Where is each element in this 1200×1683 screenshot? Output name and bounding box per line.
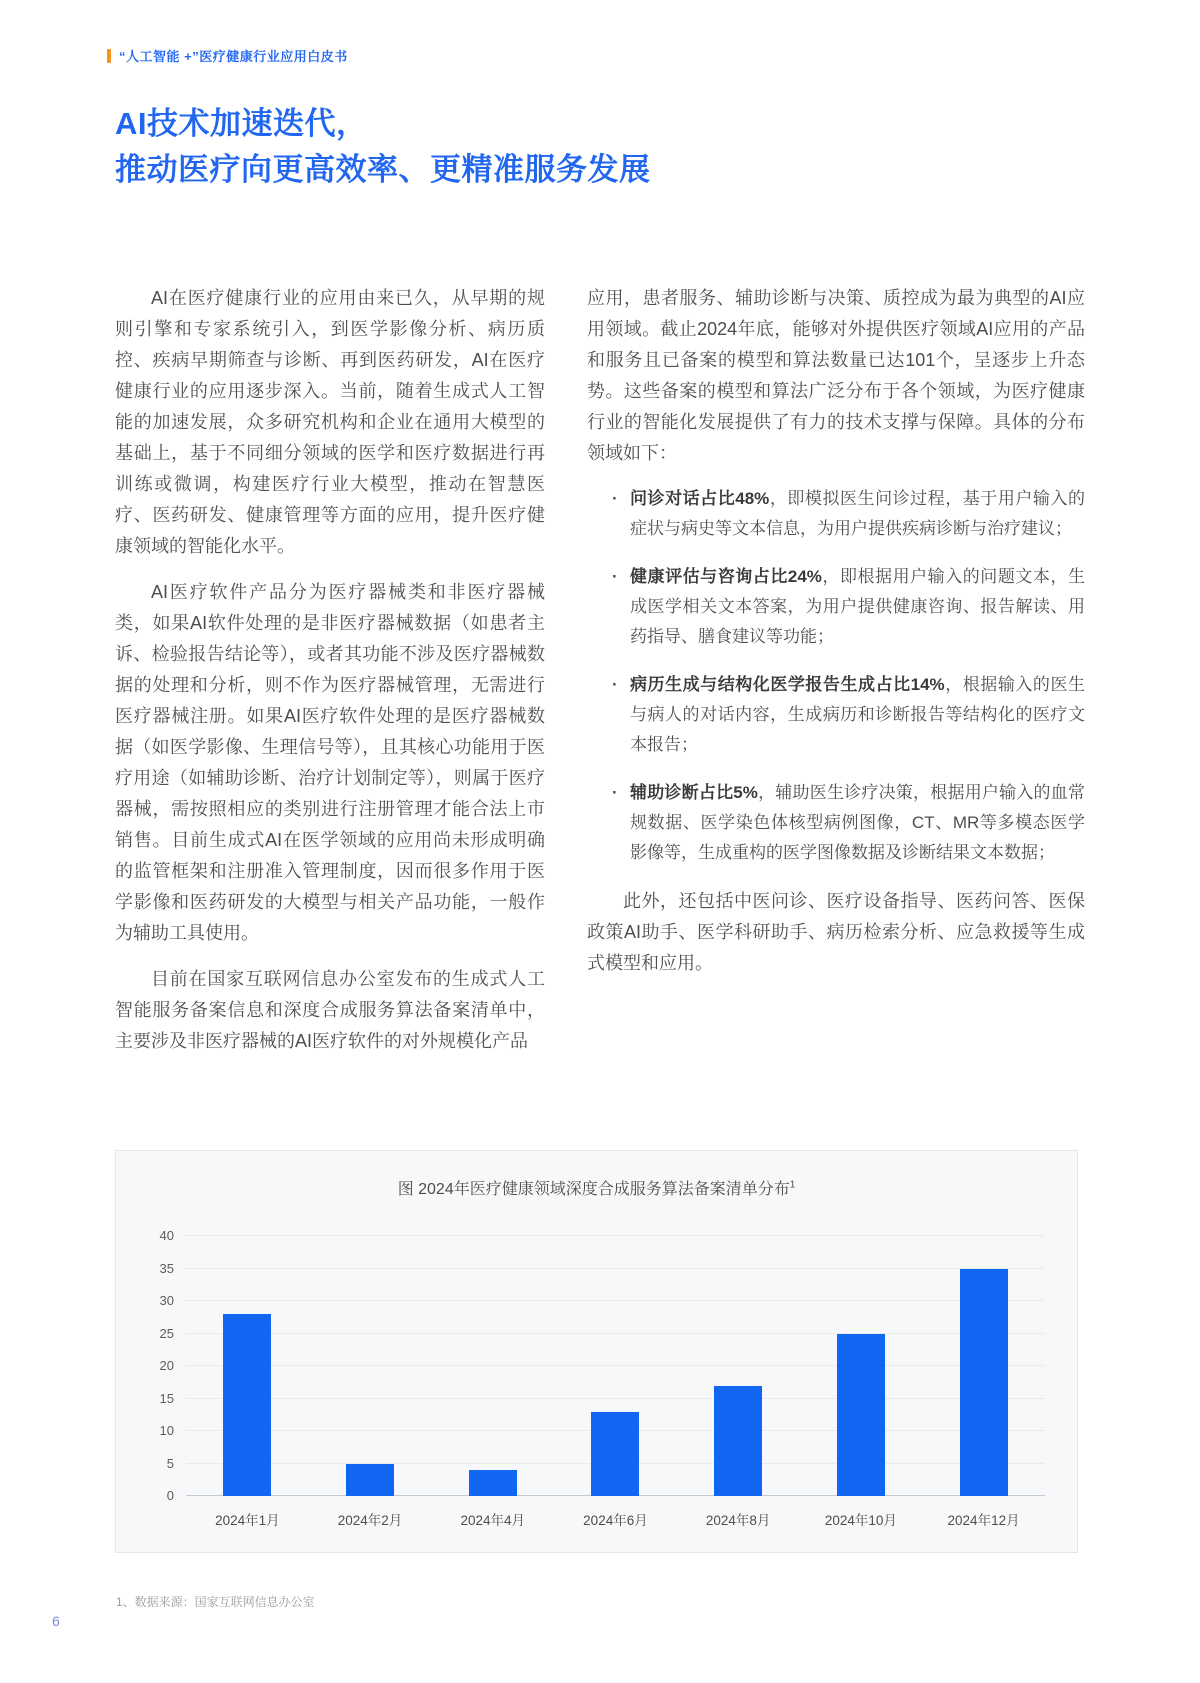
paragraph: 目前在国家互联网信息办公室发布的生成式人工智能服务备案信息和深度合成服务算法备案清单中，主要涉及非医疗器械的AI医疗软件的对外规模化产品 [115, 969, 545, 1051]
bullet-rest-text: ，即模拟医生问诊过程，基于用户输入的症状与病史等文本信息，为用户提供疾病诊断与治疗建议； [630, 489, 1086, 538]
paragraph-right-intro: 应用，患者服务、辅助诊断与决策、质控成为最为典型的AI应用领域。截止2024年底，能够对外提供医疗领域AI应用的产品和服务且已备案的模型和算法数量已达101个，呈逐步上升态势。这些备案的模型和算法广泛分布于各个领域，为医疗健康行业的智能化发展提供了有力的技术支撑与保障。具体的分布领域如下： [587, 288, 1085, 463]
header-accent-bar-icon [107, 49, 111, 63]
bullet-marker-icon: · [612, 675, 618, 694]
plot-area [186, 1236, 1045, 1496]
x-tick-label: 2024年2月 [337, 1513, 403, 1528]
page-title-line2: 推动医疗向更高效率、更精准服务发展 [115, 152, 651, 187]
y-tick-label: 5 [166, 1455, 174, 1471]
y-tick-label: 15 [159, 1390, 174, 1406]
right-column [587, 283, 1085, 1072]
bullet-rest-text: ，辅助医生诊疗决策，根据用户输入的血常规数据、医学染色体核型病例图像，CT、MR等多模态医学影像等，生成重构的医学图像数据及诊断结果文本数据； [630, 783, 1085, 862]
bar-slot [837, 1334, 885, 1497]
x-axis [186, 1509, 1045, 1529]
bullet-lead-text: 健康评估与咨询占比24% [630, 567, 822, 586]
x-tick-label: 2024年12月 [947, 1513, 1020, 1528]
bar [346, 1464, 394, 1497]
bars-layer [186, 1236, 1045, 1496]
bar [591, 1412, 639, 1497]
chart-title-text: 图 2024年医疗健康领域深度合成服务算法备案清单分布 [397, 1181, 790, 1198]
y-tick-label: 20 [159, 1358, 174, 1373]
bar [714, 1386, 762, 1497]
chart-area [148, 1228, 1045, 1503]
bar [960, 1269, 1008, 1497]
x-tick-label: 2024年6月 [583, 1513, 648, 1528]
page-number: 6 [52, 1613, 60, 1629]
page-title [115, 101, 651, 193]
bullet-item [612, 484, 1085, 544]
bullet-item [612, 562, 1085, 652]
article-columns [115, 283, 1085, 1072]
bar-slot [591, 1412, 639, 1497]
bullet-list [612, 484, 1085, 868]
chart-title-footnote-ref: 1 [789, 1179, 796, 1191]
bar [469, 1470, 517, 1496]
paragraph-right-outro: 此外，还包括中医问诊、医疗设备指导、医药问答、医保政策AI助手、医学科研助手、病历检索分析、应急救援等生成式模型和应用。 [587, 891, 1085, 973]
bullet-lead-text: 辅助诊断占比5% [630, 783, 758, 802]
bullet-marker-icon: · [612, 567, 618, 586]
bullet-marker-icon: · [612, 489, 618, 508]
y-axis [148, 1228, 186, 1503]
document-header [107, 46, 348, 65]
page-title-line1: AI技术加速迭代， [115, 106, 368, 141]
bar-slot [223, 1314, 271, 1496]
y-tick-label: 40 [159, 1228, 174, 1243]
x-tick-label: 2024年4月 [460, 1513, 526, 1528]
y-tick-label: 0 [166, 1488, 174, 1503]
left-column [115, 283, 545, 1072]
document-header-title: “人工智能 +”医疗健康行业应用白皮书 [119, 49, 348, 64]
x-tick-label: 2024年10月 [824, 1513, 897, 1528]
bullet-rest-text: ，即根据用户输入的问题文本，生成医学相关文本答案，为用户提供健康咨询、报告解读、用药指导、膳食建议等功能； [630, 567, 1085, 646]
y-tick-label: 35 [159, 1260, 174, 1276]
chart-title [148, 1176, 1045, 1199]
x-tick-label: 2024年1月 [215, 1513, 280, 1528]
bar-slot [960, 1269, 1008, 1497]
x-tick-label: 2024年8月 [705, 1513, 771, 1528]
paragraph: AI医疗软件产品分为医疗器械类和非医疗器械类，如果AI软件处理的是非医疗器械数据（如患者主诉、检验报告结论等），或者其功能不涉及医疗器械数据的处理和分析，则不作为医疗器械管理，无需进行医疗器械注册。如果AI医疗软件处理的是医疗器械数据（如医学影像、生理信号等），且其核心功能用于医疗用途（如辅助诊断、治疗计划制定等），则属于医疗器械，需按照相应的类别进行注册管理才能合法上市销售。目前生成式AI在医学领域的应用尚未形成明确的监管框架和注册准入管理制度，因而很多作用于医学影像和医药研发的大模型与相关产品功能，一般作为辅助工具使用。 [115, 582, 545, 943]
bar [223, 1314, 271, 1496]
paragraph: AI在医疗健康行业的应用由来已久，从早期的规则引擎和专家系统引入，到医学影像分析、病历质控、疾病早期筛查与诊断、再到医药研发，AI在医疗健康行业的应用逐步深入。当前，随着生成式人工智能的加速发展，众多研究机构和企业在通用大模型的基础上，基于不同细分领域的医学和医疗数据进行再训练或微调，构建医疗行业大模型，推动在智慧医疗、医药研发、健康管理等方面的应用，提升医疗健康领域的智能化水平。 [115, 288, 545, 556]
bullet-item [612, 670, 1085, 760]
bar-chart [115, 1150, 1078, 1553]
y-tick-label: 10 [159, 1423, 174, 1438]
y-tick-label: 25 [159, 1325, 174, 1341]
bar-slot [469, 1470, 517, 1496]
bullet-lead-text: 问诊对话占比48% [630, 489, 770, 508]
bar-slot [346, 1464, 394, 1497]
footnote: 1、数据来源：国家互联网信息办公室 [116, 1595, 315, 1609]
bullet-lead-text: 病历生成与结构化医学报告生成占比14% [630, 675, 945, 694]
bullet-marker-icon: · [612, 783, 618, 802]
bar-slot [714, 1386, 762, 1497]
bullet-rest-text: ，根据输入的医生与病人的对话内容，生成病历和诊断报告等结构化的医疗文本报告； [630, 675, 1085, 754]
bar [837, 1334, 885, 1497]
y-tick-label: 30 [159, 1293, 174, 1308]
bullet-item [612, 778, 1085, 868]
